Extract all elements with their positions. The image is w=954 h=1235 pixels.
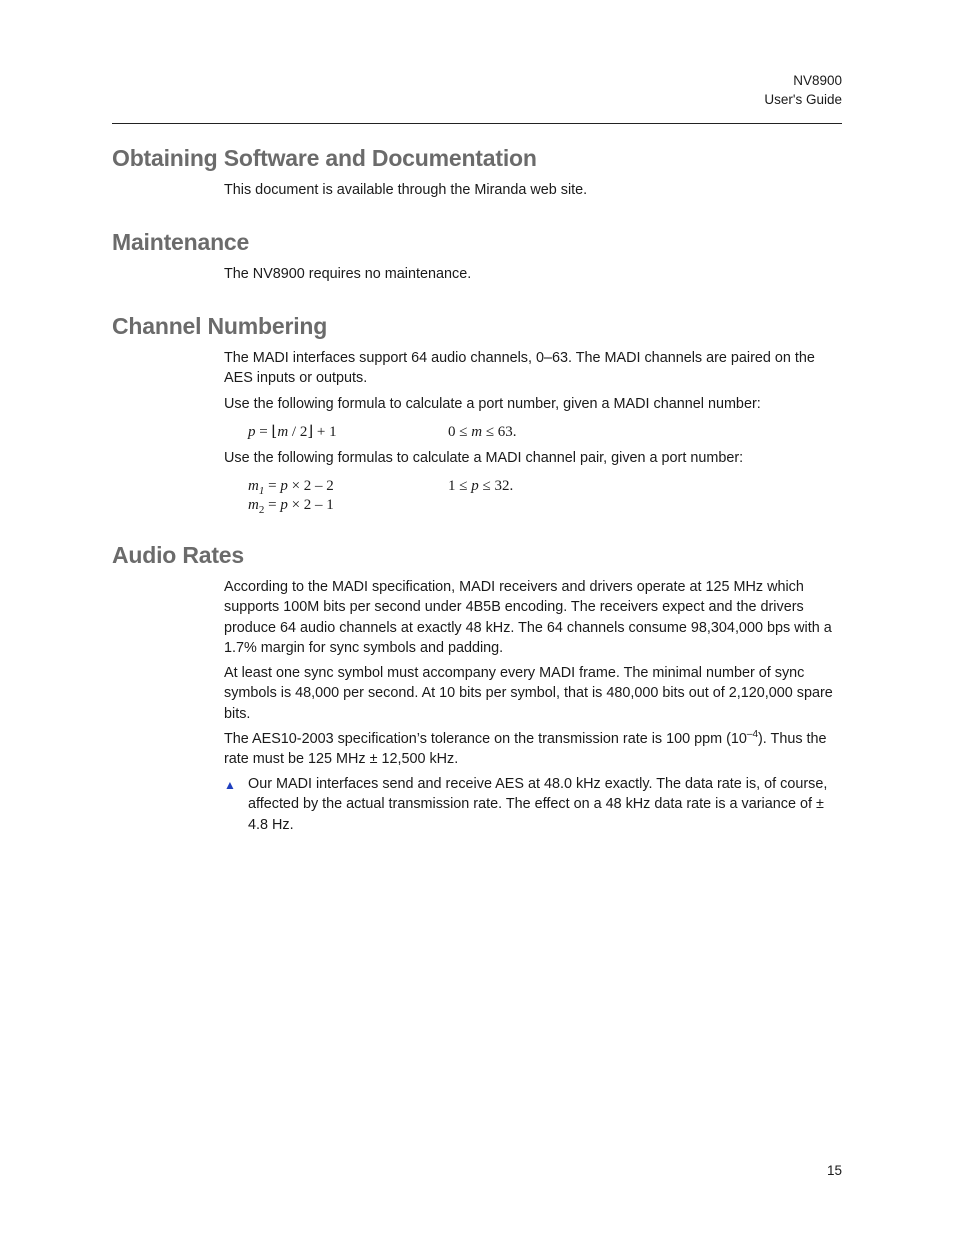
heading-obtaining-software: Obtaining Software and Documentation: [112, 145, 537, 171]
heading-channel-numbering: Channel Numbering: [112, 313, 328, 339]
header-rule: [112, 123, 842, 124]
channel-paragraph-3: Use the following formulas to calculate a MADI channel pair, given a port number:: [224, 450, 744, 466]
formula-m1: $m_1 = p \times 2 - 2$: [248, 478, 334, 497]
formula-m2: $m_2 = p \times 2 - 1$: [248, 497, 334, 516]
audio-paragraph-3: The AES10-2003 specification’s tolerance on the transmission rate is 100 ppm $(10^{-4})$. Thus the rate must be 125 MHz ± 12,500 kHz.: [224, 729, 827, 768]
heading-maintenance: Maintenance: [112, 229, 250, 255]
header-product: NV8900: [793, 73, 842, 88]
channel-paragraph-2: Use the following formula to calculate a port number, given a MADI channel number:: [224, 396, 761, 412]
page-number: 15: [826, 1163, 842, 1178]
audio-paragraph-1: According to the MADI specification, MADI receivers and drivers operate at 125 MHz which supports 100M bits per second under 4B5B encoding. The receivers expect and the drivers produce 64 audio channels at exactly 48 kHz. The 64 channels consume 98,304,000 bps with a 1.7% margin for sync symbols and padding.: [224, 579, 832, 657]
channel-paragraph-1: The MADI interfaces support 64 audio channels, 0–63. The MADI channels are paired on the AES inputs or outputs.: [224, 350, 815, 387]
formula-pair-range: 1 ≤ p ≤ 32.: [448, 478, 514, 494]
header-subtitle: User's Guide: [764, 92, 842, 107]
formula-port-range: 0 ≤ m ≤ 63.: [448, 424, 517, 440]
software-text: This document is available through the Miranda web site.: [224, 182, 588, 198]
audio-paragraph-2: At least one sync symbol must accompany every MADI frame. The minimal number of sync symbols is 48,000 per second. At 10 bits per symbol, that is 480,000 bits out of 2,120,000 spare bits.: [224, 665, 833, 722]
heading-audio-rates: Audio Rates: [112, 542, 244, 568]
running-header: [764, 71, 842, 109]
triangle-bullet-icon: ▲: [224, 778, 236, 792]
maintenance-text: The NV8900 requires no maintenance.: [224, 266, 472, 282]
formula-port-number: p = ⌊m / 2⌋ + 1: [248, 424, 337, 440]
audio-note: Our MADI interfaces send and receive AES at 48.0 kHz exactly. The data rate is, of course, affected by the actual transmission rate. The effect on a 48 kHz data rate is a variance of ± 4.8 Hz.: [248, 776, 828, 833]
